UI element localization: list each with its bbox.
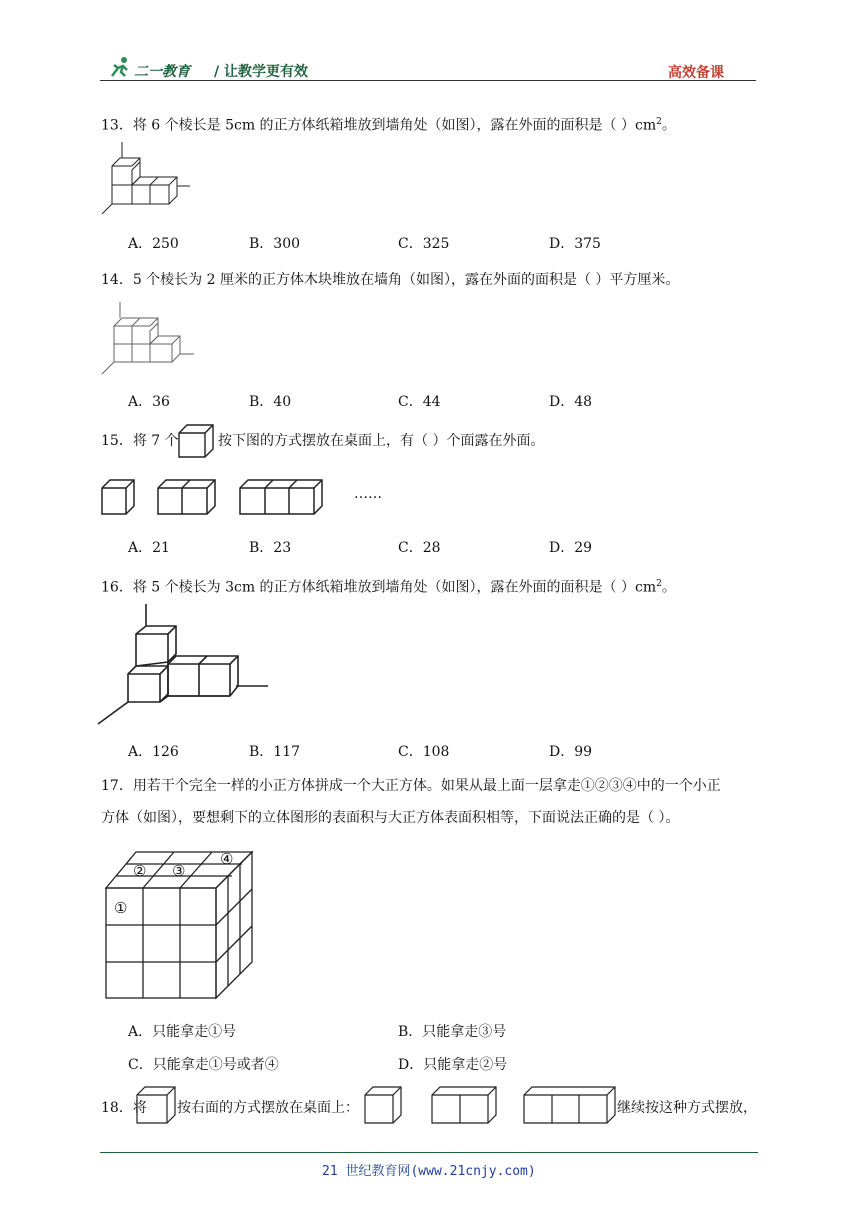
question-17-line-2: 方体（如图），要想剩下的立体图形的表面积与大正方体表面积相等，下面说法正确的是（ ）。: [101, 810, 680, 826]
question-14-text: 14．5 个棱长为 2 厘米的正方体木块堆放在墙角（如图），露在外面的面积是（ ）平方厘米。: [101, 272, 680, 288]
question-18-text-before: 18．将: [101, 1100, 147, 1116]
question-14-figure: [100, 302, 200, 376]
question-16-option-d[interactable]: D．99: [549, 744, 593, 760]
question-14-option-c[interactable]: C．44: [398, 394, 441, 410]
question-18-figure: [364, 1086, 616, 1124]
header-slogan: / 让教学更有效: [214, 64, 308, 80]
question-15-option-a[interactable]: A．21: [128, 540, 170, 556]
question-15-option-c[interactable]: C．28: [398, 540, 441, 556]
question-14-option-b[interactable]: B．40: [249, 394, 292, 410]
question-18-text-after: 继续按这种方式摆放，: [617, 1100, 757, 1116]
question-13-option-a[interactable]: A．250: [128, 236, 179, 252]
question-15-text-before: 15．将 7 个: [101, 433, 179, 449]
question-14-option-d[interactable]: D．48: [549, 394, 593, 410]
question-16-option-b[interactable]: B．117: [249, 744, 301, 760]
question-16-option-c[interactable]: C．108: [398, 744, 450, 760]
question-17-option-d[interactable]: D．只能拿走②号: [398, 1057, 508, 1073]
question-17-option-b[interactable]: B．只能拿走③号: [398, 1024, 507, 1040]
question-17-option-a[interactable]: A．只能拿走①号: [128, 1024, 237, 1040]
question-13-option-d[interactable]: D．375: [549, 236, 601, 252]
cube-label-2: ②: [133, 862, 147, 880]
question-15-text-after: 按下图的方式摆放在桌面上，有（ ）个面露在外面。: [218, 433, 545, 449]
question-15-cube-icon: [178, 424, 214, 458]
footer-divider: [100, 1152, 758, 1153]
logo-runner-icon: [108, 56, 132, 78]
header-divider: [100, 80, 756, 81]
question-13-figure: [100, 142, 200, 218]
question-13-option-b[interactable]: B．300: [249, 236, 301, 252]
question-18-text-mid: 按右面的方式摆放在桌面上：: [177, 1100, 359, 1116]
question-15-option-d[interactable]: D．29: [549, 540, 593, 556]
question-16-text: 16．将 5 个棱长为 3cm 的正方体纸箱堆放到墙角处（如图），露在外面的面积是（ ）$cm^2$。: [101, 579, 676, 596]
question-13-option-c[interactable]: C．325: [398, 236, 450, 252]
header-right-label: 高效备课: [668, 65, 724, 81]
question-17-option-c[interactable]: C．只能拿走①号或者④: [128, 1057, 279, 1073]
question-18-cube-icon: [136, 1086, 176, 1124]
cube-label-4: ④: [220, 850, 234, 868]
question-13-text: 13．将 6 个棱长是 5cm 的正方体纸箱堆放到墙角处（如图），露在外面的面积是（ ）$cm^2$。: [101, 117, 676, 134]
footer-text: 21 世纪教育网(www.21cnjy.com): [322, 1164, 536, 1179]
question-17-line-1: 17．用若干个完全一样的小正方体拼成一个大正方体。如果从最上面一层拿走①②③④中的一个小正: [101, 778, 721, 794]
question-15-option-b[interactable]: B．23: [249, 540, 292, 556]
question-16-figure: [96, 604, 272, 728]
question-14-option-a[interactable]: A．36: [128, 394, 170, 410]
question-15-ellipsis: ……: [354, 486, 382, 502]
question-16-option-a[interactable]: A．126: [128, 744, 179, 760]
cube-label-3: ③: [172, 862, 186, 880]
cube-label-1: ①: [114, 899, 128, 917]
logo-text: 二一教育: [134, 64, 190, 80]
